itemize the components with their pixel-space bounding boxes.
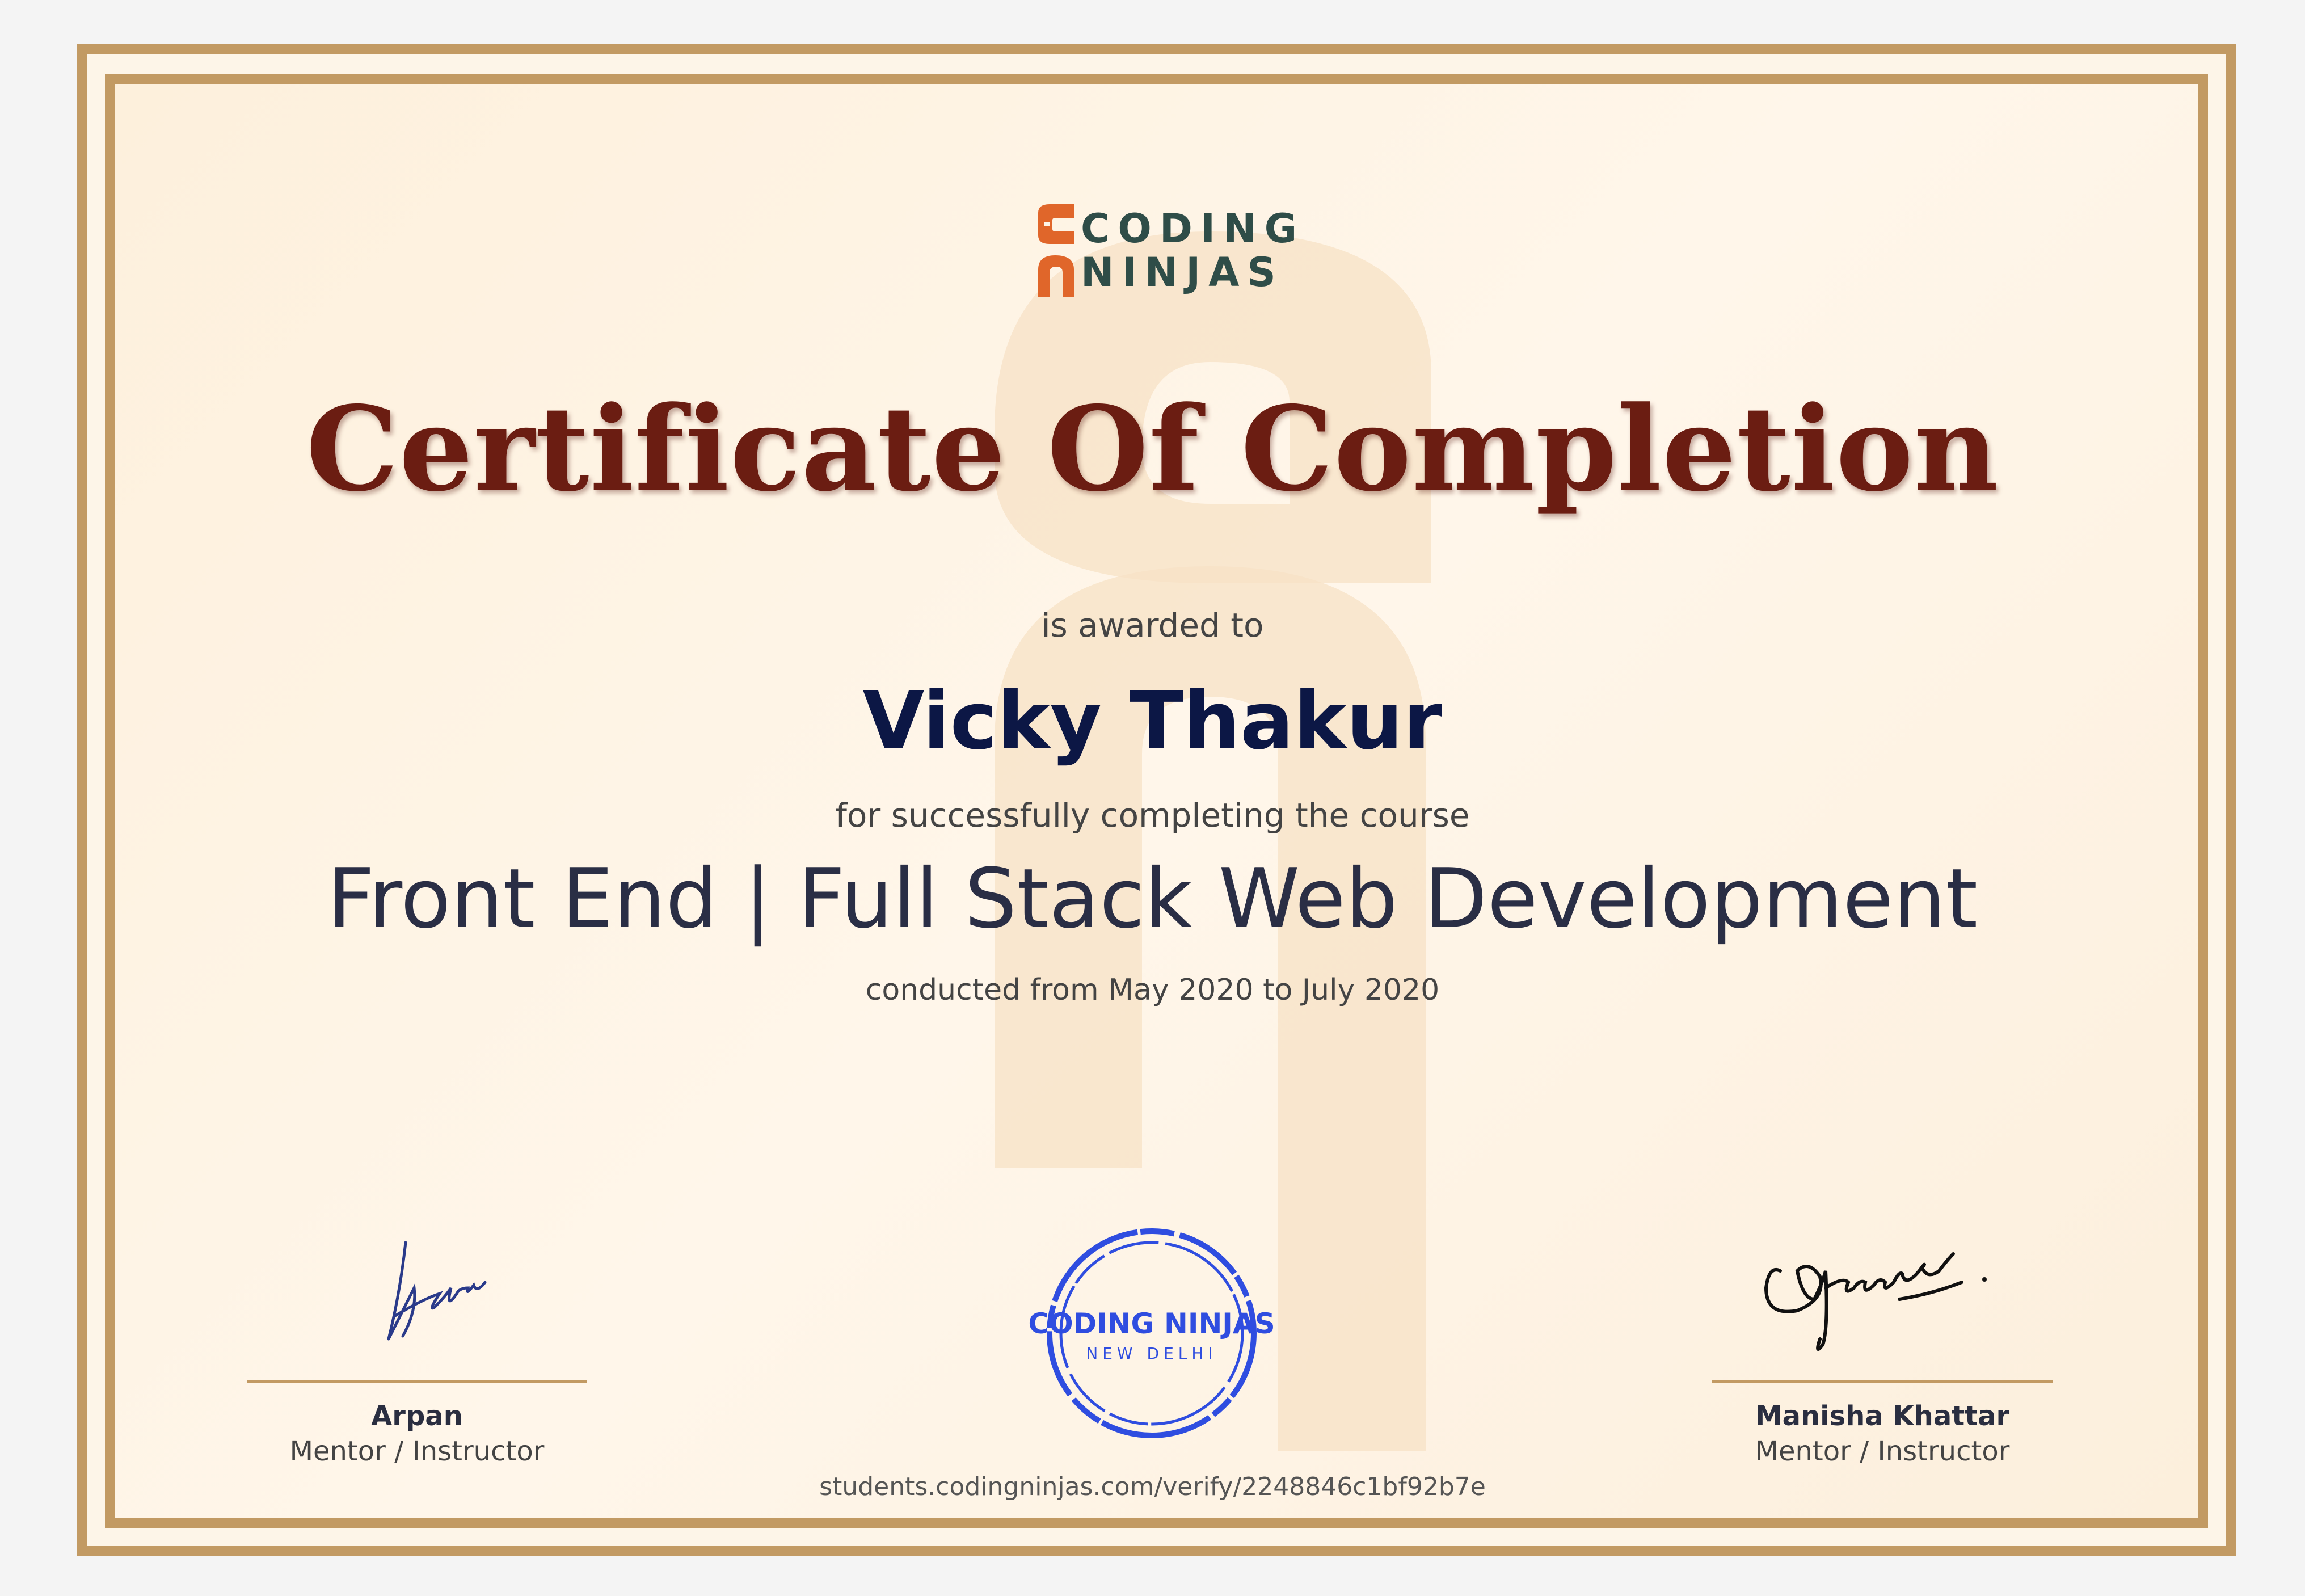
verification-link[interactable]: students.codingninjas.com/verify/2248846c1bf92b7e <box>819 1472 1486 1501</box>
signatory-role-right: Mentor / Instructor <box>1755 1435 2010 1467</box>
signature-line-right <box>1712 1380 2053 1383</box>
coding-ninjas-stamp <box>1018 1223 1285 1444</box>
logo-text-coding: CODING <box>1081 205 1305 252</box>
course-name: Front End | Full Stack Web Development <box>327 851 1978 947</box>
signatory-role-left: Mentor / Instructor <box>289 1435 545 1467</box>
signatory-name-left: Arpan <box>371 1400 463 1432</box>
signature-line-left <box>247 1380 587 1383</box>
stamp-title: CODING NINJAS <box>1028 1307 1275 1340</box>
signatory-name-right: Manisha Khattar <box>1755 1400 2010 1432</box>
stamp-subtitle: NEW DELHI <box>1086 1344 1217 1363</box>
recipient-name: Vicky Thakur <box>862 675 1443 768</box>
awarded-to-text: is awarded to <box>1041 606 1264 645</box>
signature-manisha-icon <box>1758 1226 2019 1362</box>
completion-text: for successfully completing the course <box>835 796 1470 835</box>
signature-arpan-icon <box>360 1226 496 1362</box>
certificate-title: Certificate Of Completion <box>306 381 1999 517</box>
logo-text-ninjas: NINJAS <box>1081 249 1284 296</box>
course-period: conducted from May 2020 to July 2020 <box>865 973 1440 1007</box>
